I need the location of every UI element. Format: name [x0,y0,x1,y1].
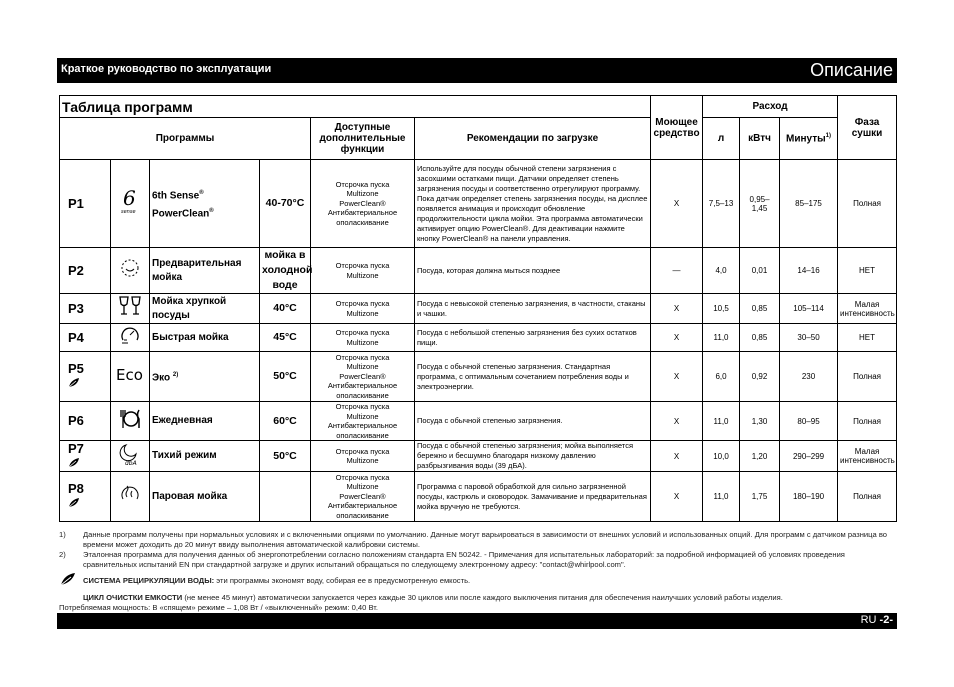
program-options [311,248,415,294]
top-banner [57,58,897,83]
minutes-header: Минуты$^{1)}$ [780,118,838,160]
program-name: Эко $^{2)}$ [150,352,260,402]
prewash-icon [111,248,150,294]
leaf-icon [59,572,83,589]
section-title: Описание [810,60,893,80]
options-header: Доступные дополнительные функции [311,118,415,160]
leaf-icon [68,377,108,391]
drying-phase: Малая интенсивность [838,294,897,324]
svg-text:6: 6 [123,187,136,210]
water-liters: 6,0 [703,352,740,402]
energy-kwh: 0,01 [740,248,780,294]
energy-kwh: 0,85 [740,324,780,352]
water-liters: 11,0 [703,472,740,522]
table-row [60,472,897,522]
program-options [311,352,415,402]
program-temperature: 40-70°C [260,160,311,248]
table-row [60,248,897,294]
programs-header: Программы [60,118,311,160]
program-name: Ежедневная [150,402,260,441]
table-row [60,441,897,472]
energy-kwh: 1,30 [740,402,780,441]
program-options [311,294,415,324]
program-id: P2 [60,248,111,294]
water-liters: 7,5–13 [703,160,740,248]
program-recommendation: Посуда с невысокой степенью загрязнения, в частности, стаканы и чашки. [415,294,651,324]
daily-icon [111,402,150,441]
duration-minutes: 105–114 [780,294,838,324]
drying-phase: Полная [838,352,897,402]
detergent-value: — [651,248,703,294]
6th-sense-icon [111,160,150,248]
program-name: Тихий режим [150,441,260,472]
table-row [60,402,897,441]
quick-wash-icon [111,324,150,352]
program-recommendation: Посуда с обычной степенью загрязнения. Стандартная программа, с оптимальным сочетанием потребления воды и электроэнергии. [415,352,651,402]
option-item: Multizone [346,362,379,372]
footnote-1: Данные программ получены при нормальных условиях и с включенными опциями по умолчанию. Данные могут варьироваться в зависимости от внешних условий и использованных опций. Для программ с датчиком разница во времени может доходить до 20 минут ввиду выполнения автоматической калибровки системы. [83,530,888,549]
detergent-value: X [651,324,703,352]
detergent-header: Моющее средство [651,96,703,160]
program-recommendation: Посуда с обычной степенью загрязнения. [415,402,651,441]
program-temperature [260,472,311,522]
option-item: Антибактериальное ополаскивание [327,381,398,400]
program-name: Предварительная мойка [150,248,260,294]
option-item: Multizone [346,308,379,318]
bottom-banner [57,613,897,629]
water-liters: 10,5 [703,294,740,324]
energy-kwh: 1,20 [740,441,780,472]
program-options [311,472,415,522]
drying-phase: Полная [838,160,897,248]
detergent-value: X [651,294,703,324]
detergent-value: X [651,352,703,402]
duration-minutes: 85–175 [780,160,838,248]
table-row [60,352,897,402]
program-temperature: 45°C [260,324,311,352]
table-title: Таблица программ [60,96,651,118]
manual-title: Краткое руководство по эксплуатации [61,63,272,75]
drying-phase: Полная [838,472,897,522]
kwh-header: кВтч [740,118,780,160]
option-item: Отсрочка пуска [335,352,390,362]
option-item: Антибактериальное ополаскивание [327,421,398,440]
footnote-2: Эталонная программа для получения данных об энергопотреблении согласно положениям стандарта EN 50242. - Примечания для испытательных лабораторий: за подробной информацией об условиях проведения сравнительных испытаний EN при стандартной загрузке и других испытаний обращаться по следующему электронному адресу: "contact@whirlpool.com". [83,550,845,569]
option-item: Отсрочка пуска [335,328,390,337]
program-id: P3 [60,294,111,324]
programs-table [59,95,897,522]
svg-text:sense: sense [121,209,136,215]
program-id: P7 [60,441,111,472]
program-temperature: 40°C [260,294,311,324]
energy-kwh: 0,92 [740,352,780,402]
detergent-value: X [651,472,703,522]
liters-header: л [703,118,740,160]
option-item: Multizone [346,337,379,347]
option-item: PowerClean® [339,198,386,208]
svg-text:Eco: Eco [116,366,143,384]
svg-text:dbA: dbA [125,459,137,466]
energy-kwh: 0,95–1,45 [740,160,780,248]
duration-minutes: 80–95 [780,402,838,441]
option-item: Антибактериальное ополаскивание [327,501,398,520]
option-item: Отсрочка пуска [335,299,390,308]
drying-phase: Малая интенсивность [838,441,897,472]
program-recommendation: Посуда с обычной степенью загрязнения; мойка выполняется бережно и бесшумно благодаря низкому давлению разбрызгивания воды (39 дБА). [415,441,651,472]
energy-kwh: 0,85 [740,294,780,324]
program-name: 6th Sense® PowerClean® [150,160,260,248]
option-item: Отсрочка пуска [335,402,390,411]
duration-minutes: 180–190 [780,472,838,522]
recommend-header: Рекомендации по загрузке [415,118,651,160]
program-id: P4 [60,324,111,352]
option-item: Multizone [346,456,379,465]
program-temperature: 50°C [260,441,311,472]
duration-minutes: 290–299 [780,441,838,472]
tank-cleaning-note: ЦИКЛ ОЧИСТКИ ЕМКОСТИ (не менее 45 минут) автоматически запускается через каждые 30 циклов или после каждого выключения питания для обеспечения наилучших условий работы изделия. [83,593,783,602]
page-number: RU -2- [860,614,893,626]
glasses-icon [111,294,150,324]
program-id: P1 [60,160,111,248]
power-note: Потребляемая мощность: В «спящем» режиме – 1,08 Вт / «выключенный» режим: 0,40 Вт. [59,603,379,612]
consumption-header: Расход [703,96,838,118]
water-liters: 4,0 [703,248,740,294]
leaf-icon [68,457,108,471]
detergent-value: X [651,402,703,441]
option-item: PowerClean® [339,491,386,501]
option-item: Multizone [346,270,379,280]
energy-kwh: 1,75 [740,472,780,522]
program-options [311,402,415,441]
detergent-value: X [651,441,703,472]
water-liters: 11,0 [703,402,740,441]
detergent-value: X [651,160,703,248]
steam-icon [111,472,150,522]
water-liters: 10,0 [703,441,740,472]
eco-icon [111,352,150,402]
program-options [311,441,415,472]
water-liters: 11,0 [703,324,740,352]
option-item: PowerClean® [339,371,386,381]
program-temperature: мойка в холодной воде [260,248,311,294]
option-item: Антибактериальное ополаскивание [327,208,398,227]
program-temperature: 60°C [260,402,311,441]
duration-minutes: 14–16 [780,248,838,294]
drying-header: Фаза сушки [838,96,897,160]
program-recommendation: Посуда с небольшой степенью загрязнения без сухих остатков пищи. [415,324,651,352]
program-recommendation: Используйте для посуды обычной степени загрязнения с засохшими остатками пищи. Датчики определяет степень загрязнения посуды и соответственно отрегулируют программу. Пока датчик определяет степень загрязнения посуды, на дисплее появляется анимация и происходит обновление продолжительности цикла мойки. Эта программа автоматически активирует опцию PowerClean®. Для деактивации нажмите кнопку PowerClean® на панели управления. [415,160,651,248]
option-item: Отсрочка пуска [335,472,390,482]
option-item: Отсрочка пуска [335,446,390,456]
option-item: Multizone [346,411,379,421]
program-id: P5 [60,352,111,402]
drying-phase: Полная [838,402,897,441]
table-row [60,294,897,324]
silent-icon [111,441,150,472]
duration-minutes: 30–50 [780,324,838,352]
option-item: Отсрочка пуска [335,261,390,270]
program-options [311,160,415,248]
option-item: Отсрочка пуска [335,179,390,189]
program-recommendation: Программа с паровой обработкой для сильно загрязненной посуды, кастрюль и сковородок. Замачивание и предварительная мойка вручную не требуются. [415,472,651,522]
drying-phase: НЕТ [838,248,897,294]
program-name: Паровая мойка [150,472,260,522]
duration-minutes: 230 [780,352,838,402]
program-options [311,324,415,352]
program-id: P6 [60,402,111,441]
program-name: Быстрая мойка [150,324,260,352]
recirculation-note: СИСТЕМА РЕЦИРКУЛЯЦИИ ВОДЫ: эти программы экономят воду, собирая ее в предусмотренную емкость. [83,575,471,585]
option-item: Multizone [346,482,379,492]
table-row [60,160,897,248]
footnotes: 1) Данные программ получены при нормальных условиях и с включенными опциями по умолчанию. Данные могут варьироваться в зависимости от внешних условий и использованных опций. Для программ с датчиком разница во времени может доходить до 20 минут ввиду выполнения автоматической калибровки системы. 2) Эталонная программа для получения данных об энергопотреблении согласно положениям стандарта EN 50242. - Примечания для испытательных лабораторий: за подробной информацией об условиях проведения сравнительных испытаний EN при стандартной загрузке и других испытаний обращаться по следующему электронному адресу: "contact@whirlpool.com". СИСТЕМА РЕЦИРКУЛЯЦИИ ВОДЫ: эти программы экономят воду, собирая ее в предусмотренную емкость. ЦИКЛ ОЧИСТКИ ЕМКОСТИ (не менее 45 минут) автоматически запускается через каждые 30 циклов или после каждого выключения питания для обеспечения наилучших условий работы изделия. Потребляемая мощность: В «спящем» режиме – 1,08 Вт / «выключенный» режим: 0,40 Вт. [59,530,897,613]
program-recommendation: Посуда, которая должна мыться позднее [415,248,651,294]
leaf-icon [68,497,108,511]
table-row [60,324,897,352]
program-temperature: 50°C [260,352,311,402]
program-name: Мойка хрупкой посуды [150,294,260,324]
drying-phase: НЕТ [838,324,897,352]
program-id: P8 [60,472,111,522]
option-item: Multizone [346,189,379,199]
